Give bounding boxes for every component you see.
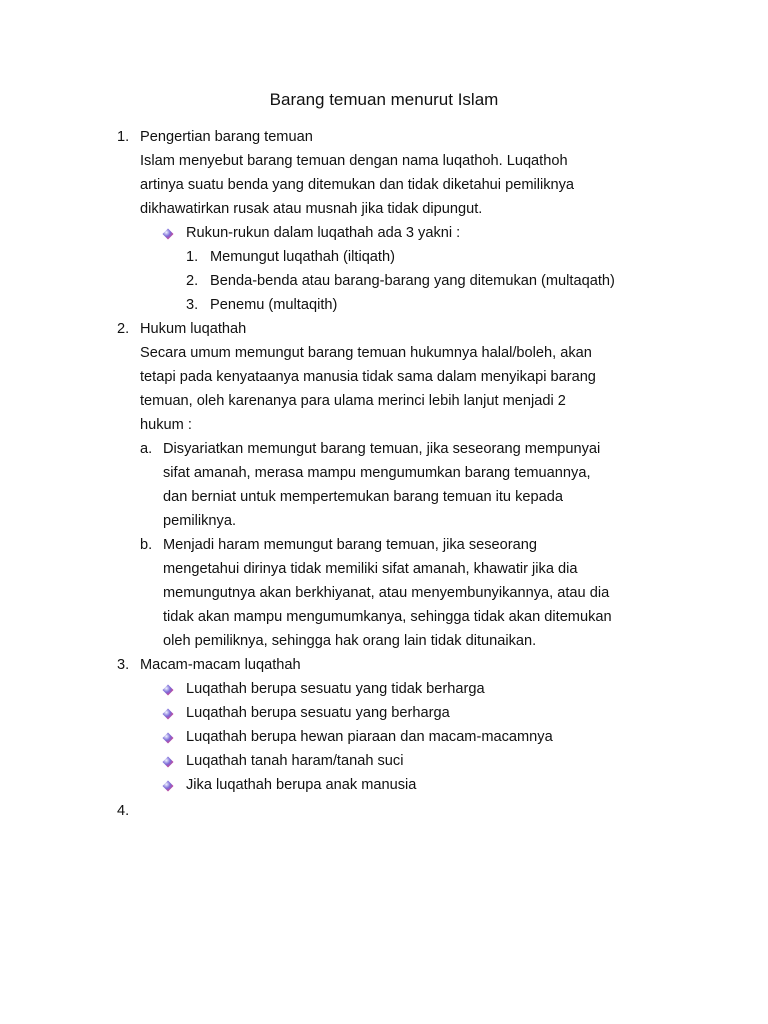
paragraph-line: Islam menyebut barang temuan dengan nama luqathoh. Luqathoh bbox=[140, 153, 568, 169]
paragraph-line: dikhawatirkan rusak atau musnah jika tidak dipungut. bbox=[140, 201, 483, 217]
sub-item-text: Memungut luqathah (iltiqath) bbox=[210, 249, 395, 265]
sub-number: 2. bbox=[186, 273, 199, 289]
section-number: 4. bbox=[117, 803, 130, 819]
sub-number: 3. bbox=[186, 297, 199, 313]
item-line: dan berniat untuk mempertemukan barang temuan itu kepada bbox=[163, 489, 563, 505]
bullet-icon bbox=[162, 780, 174, 792]
item-line: sifat amanah, merasa mampu mengumumkan barang temuannya, bbox=[163, 465, 591, 481]
item-line: tidak akan mampu mengumumkanya, sehingga tidak akan ditemukan bbox=[163, 609, 612, 625]
paragraph-line: artinya suatu benda yang ditemukan dan tidak diketahui pemiliknya bbox=[140, 177, 575, 193]
section-heading: Hukum luqathah bbox=[140, 321, 247, 337]
bullet-text: Luqathah tanah haram/tanah suci bbox=[186, 753, 404, 769]
document-title: Barang temuan menurut Islam bbox=[269, 90, 499, 109]
section-heading: Macam-macam luqathah bbox=[140, 657, 301, 673]
bullet-text: Luqathah berupa sesuatu yang berharga bbox=[186, 705, 450, 721]
bullet-text: Luqathah berupa hewan piaraan dan macam-macamnya bbox=[186, 729, 553, 745]
bullet-text: Jika luqathah berupa anak manusia bbox=[186, 777, 417, 793]
bullet-icon bbox=[162, 708, 174, 720]
bullet-icon bbox=[162, 228, 174, 240]
bullet-text: Luqathah berupa sesuatu yang tidak berharga bbox=[186, 681, 485, 697]
section-number: 3. bbox=[117, 657, 130, 673]
bullet-icon bbox=[162, 732, 174, 744]
sub-number: 1. bbox=[186, 249, 199, 265]
sub-item-text: Benda-benda atau barang-barang yang ditemukan (multaqath) bbox=[210, 273, 615, 289]
section-number: 2. bbox=[117, 321, 130, 337]
paragraph-line: tetapi pada kenyataanya manusia tidak sama dalam menyikapi barang bbox=[140, 369, 596, 385]
bullet-icon bbox=[162, 684, 174, 696]
item-letter: b. bbox=[140, 537, 153, 553]
bullet-icon bbox=[162, 756, 174, 768]
item-letter: a. bbox=[140, 441, 153, 457]
section-number: 1. bbox=[117, 129, 130, 145]
item-line: pemiliknya. bbox=[163, 513, 236, 529]
item-line: Disyariatkan memungut barang temuan, jika seseorang mempunyai bbox=[163, 441, 601, 457]
section-heading: Pengertian barang temuan bbox=[140, 129, 313, 145]
item-line: Menjadi haram memungut barang temuan, jika seseorang bbox=[163, 537, 537, 553]
item-line: oleh pemiliknya, sehingga hak orang lain tidak ditunaikan. bbox=[163, 633, 537, 649]
item-line: memungutnya akan berkhiyanat, atau menyembunyikannya, atau dia bbox=[163, 585, 610, 601]
paragraph-line: hukum : bbox=[140, 417, 192, 433]
paragraph-line: temuan, oleh karenanya para ulama merinci lebih lanjut menjadi 2 bbox=[140, 393, 566, 409]
bullet-text: Rukun-rukun dalam luqathah ada 3 yakni : bbox=[186, 225, 461, 241]
item-line: mengetahui dirinya tidak memiliki sifat amanah, khawatir jika dia bbox=[163, 561, 578, 577]
sub-item-text: Penemu (multaqith) bbox=[210, 297, 338, 313]
paragraph-line: Secara umum memungut barang temuan hukumnya halal/boleh, akan bbox=[140, 345, 592, 361]
